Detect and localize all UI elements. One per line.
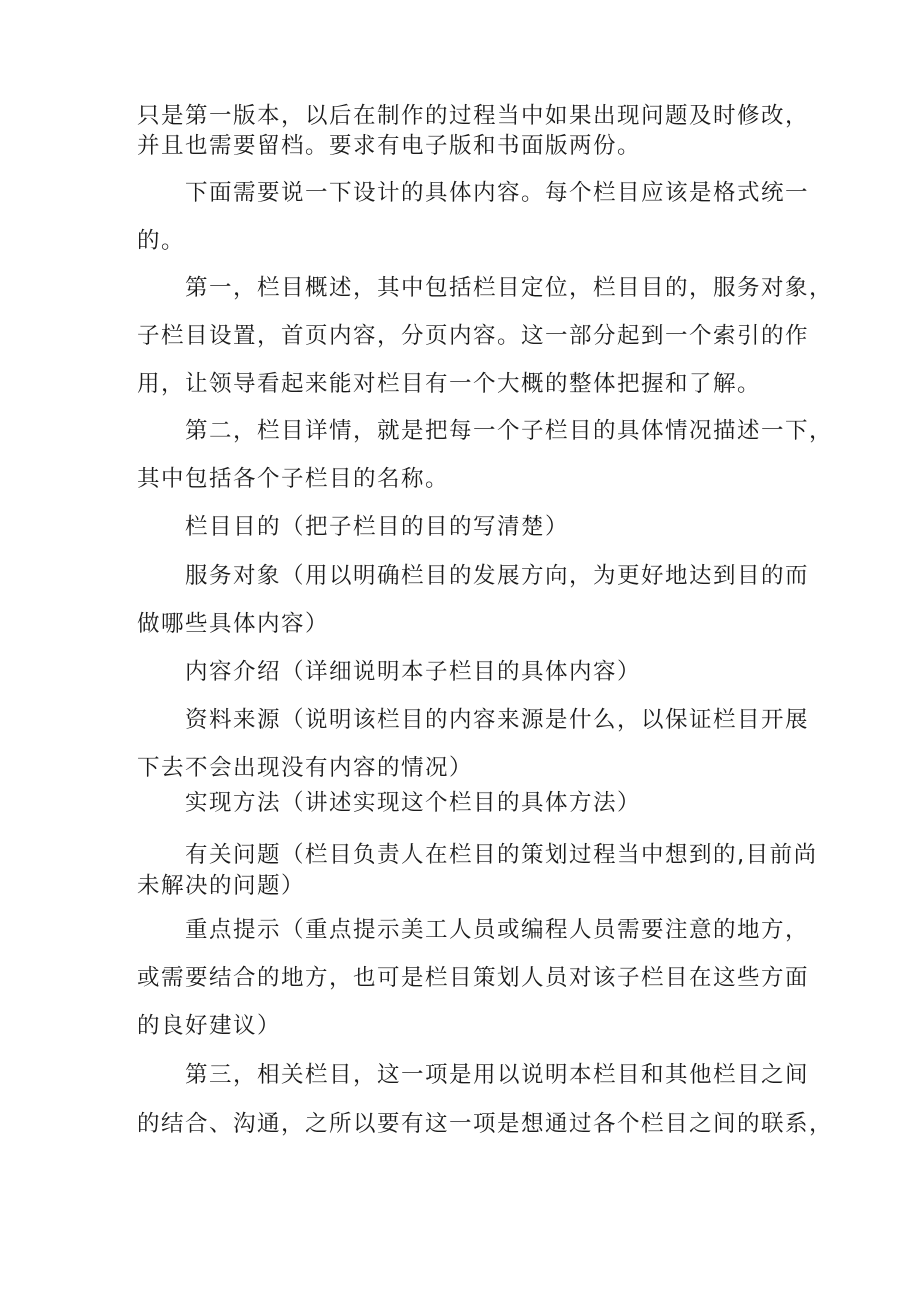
text-line: 其中包括各个子栏目的名称。 <box>137 466 450 492</box>
text-line: 做哪些具体内容） <box>137 611 330 637</box>
text-line: 重点提示（重点提示美工人员或编程人员需要注意的地方， <box>185 917 810 943</box>
text-line: 用，让领导看起来能对栏目有一个大概的整体把握和了解。 <box>137 371 762 397</box>
text-line: 栏目目的（把子栏目的目的写清楚） <box>185 514 570 540</box>
text-line: 下去不会出现没有内容的情况） <box>137 755 474 781</box>
text-line: 子栏目设置，首页内容，分页内容。这一部分起到一个索引的作 <box>137 323 810 349</box>
text-line: 只是第一版本，以后在制作的过程当中如果出现问题及时修改， <box>137 103 810 129</box>
text-line: 或需要结合的地方，也可是栏目策划人员对该子栏目在这些方面 <box>137 965 810 991</box>
text-line: 实现方法（讲述实现这个栏目的具体方法） <box>185 790 642 816</box>
text-line: 的良好建议） <box>137 1013 282 1039</box>
text-line: 下面需要说一下设计的具体内容。每个栏目应该是格式统一 <box>185 180 810 206</box>
text-line: 服务对象（用以明确栏目的发展方向，为更好地达到目的而 <box>185 563 810 589</box>
text-line: 的。 <box>137 228 186 254</box>
text-line: 第三，相关栏目，这一项是用以说明本栏目和其他栏目之间 <box>185 1062 810 1088</box>
text-line: 未解决的问题） <box>137 873 306 899</box>
text-line: 资料来源（说明该栏目的内容来源是什么，以保证栏目开展 <box>185 707 810 733</box>
text-line: 内容介绍（详细说明本子栏目的具体内容） <box>185 659 642 685</box>
text-line: 的结合、沟通，之所以要有这一项是想通过各个栏目之间的联系， <box>137 1111 834 1137</box>
text-line: 第二，栏目详情，就是把每一个子栏目的具体情况描述一下， <box>185 418 834 444</box>
text-line: 有关问题（栏目负责人在栏目的策划过程当中想到的,目前尚 <box>185 842 818 868</box>
text-line: 并且也需要留档。要求有电子版和书面版两份。 <box>137 133 642 159</box>
text-line: 第一，栏目概述，其中包括栏目定位，栏目目的，服务对象， <box>185 275 834 301</box>
